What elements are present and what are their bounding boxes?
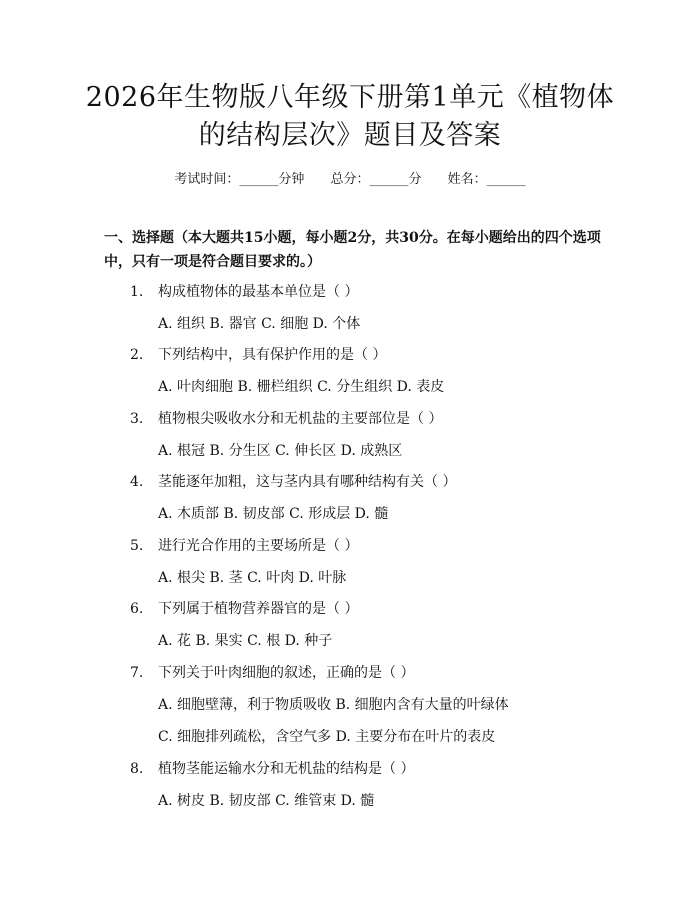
- question: [130, 472, 456, 492]
- question: [130, 663, 414, 683]
- question: [130, 599, 358, 619]
- question-text: 植物根尖吸收水分和无机盐的主要部位是（ ）: [158, 411, 443, 427]
- question-text: 构成植物体的最基本单位是（ ）: [158, 284, 359, 300]
- question-options: A. 细胞壁薄，利于物质吸收 B. 细胞内含有大量的叶绿体: [158, 697, 509, 713]
- question-text: 下列关于叶肉细胞的叙述，正确的是（ ）: [158, 665, 415, 681]
- question-options: A. 树皮 B. 韧皮部 C. 维管束 D. 髓: [158, 793, 375, 809]
- question-number: 8.: [130, 761, 144, 777]
- question-options: A. 根冠 B. 分生区 C. 伸长区 D. 成熟区: [158, 443, 403, 459]
- question-number: 1.: [130, 284, 144, 300]
- question-text: 进行光合作用的主要场所是（ ）: [158, 538, 359, 554]
- student-name: 姓名：______: [447, 172, 526, 187]
- section-heading: 一、选择题（本大题共15小题，每小题2分，共30分。在每小题给出的四个选项中，只有一项是符合题目要求的。）: [104, 230, 601, 270]
- exam-info: [0, 168, 700, 187]
- question-number: 5.: [130, 538, 144, 554]
- question-options: A. 花 B. 果实 C. 根 D. 种子: [158, 633, 333, 649]
- question-options: A. 组织 B. 器官 C. 细胞 D. 个体: [158, 316, 361, 332]
- question-text: 下列属于植物营养器官的是（ ）: [158, 601, 359, 617]
- question: [130, 409, 442, 429]
- question: [130, 282, 358, 302]
- question-text: 植物茎能运输水分和无机盐的结构是（ ）: [158, 761, 415, 777]
- question-number: 6.: [130, 601, 144, 617]
- question-options: A. 叶肉细胞 B. 栅栏组织 C. 分生组织 D. 表皮: [158, 379, 445, 395]
- question-number: 3.: [130, 411, 144, 427]
- question-number: 2.: [130, 347, 144, 363]
- exam-time: 考试时间：______分钟: [174, 172, 305, 187]
- question-options: C. 细胞排列疏松，含空气多 D. 主要分布在叶片的表皮: [158, 729, 496, 745]
- total-score: 总分：______分: [330, 172, 422, 187]
- question-number: 4.: [130, 474, 144, 490]
- question: [130, 759, 414, 779]
- question: [130, 536, 358, 556]
- question-text: 茎能逐年加粗，这与茎内具有哪种结构有关（ ）: [158, 474, 457, 490]
- question-options: A. 木质部 B. 韧皮部 C. 形成层 D. 髓: [158, 506, 389, 522]
- question: [130, 345, 386, 365]
- page-title-line-2: 的结构层次》题目及答案: [198, 120, 502, 151]
- question-text: 下列结构中，具有保护作用的是（ ）: [158, 347, 387, 363]
- question-number: 7.: [130, 665, 144, 681]
- question-options: A. 根尖 B. 茎 C. 叶肉 D. 叶脉: [158, 570, 347, 586]
- page-title-line-1: 2026年生物版八年级下册第1单元《植物体: [85, 82, 615, 113]
